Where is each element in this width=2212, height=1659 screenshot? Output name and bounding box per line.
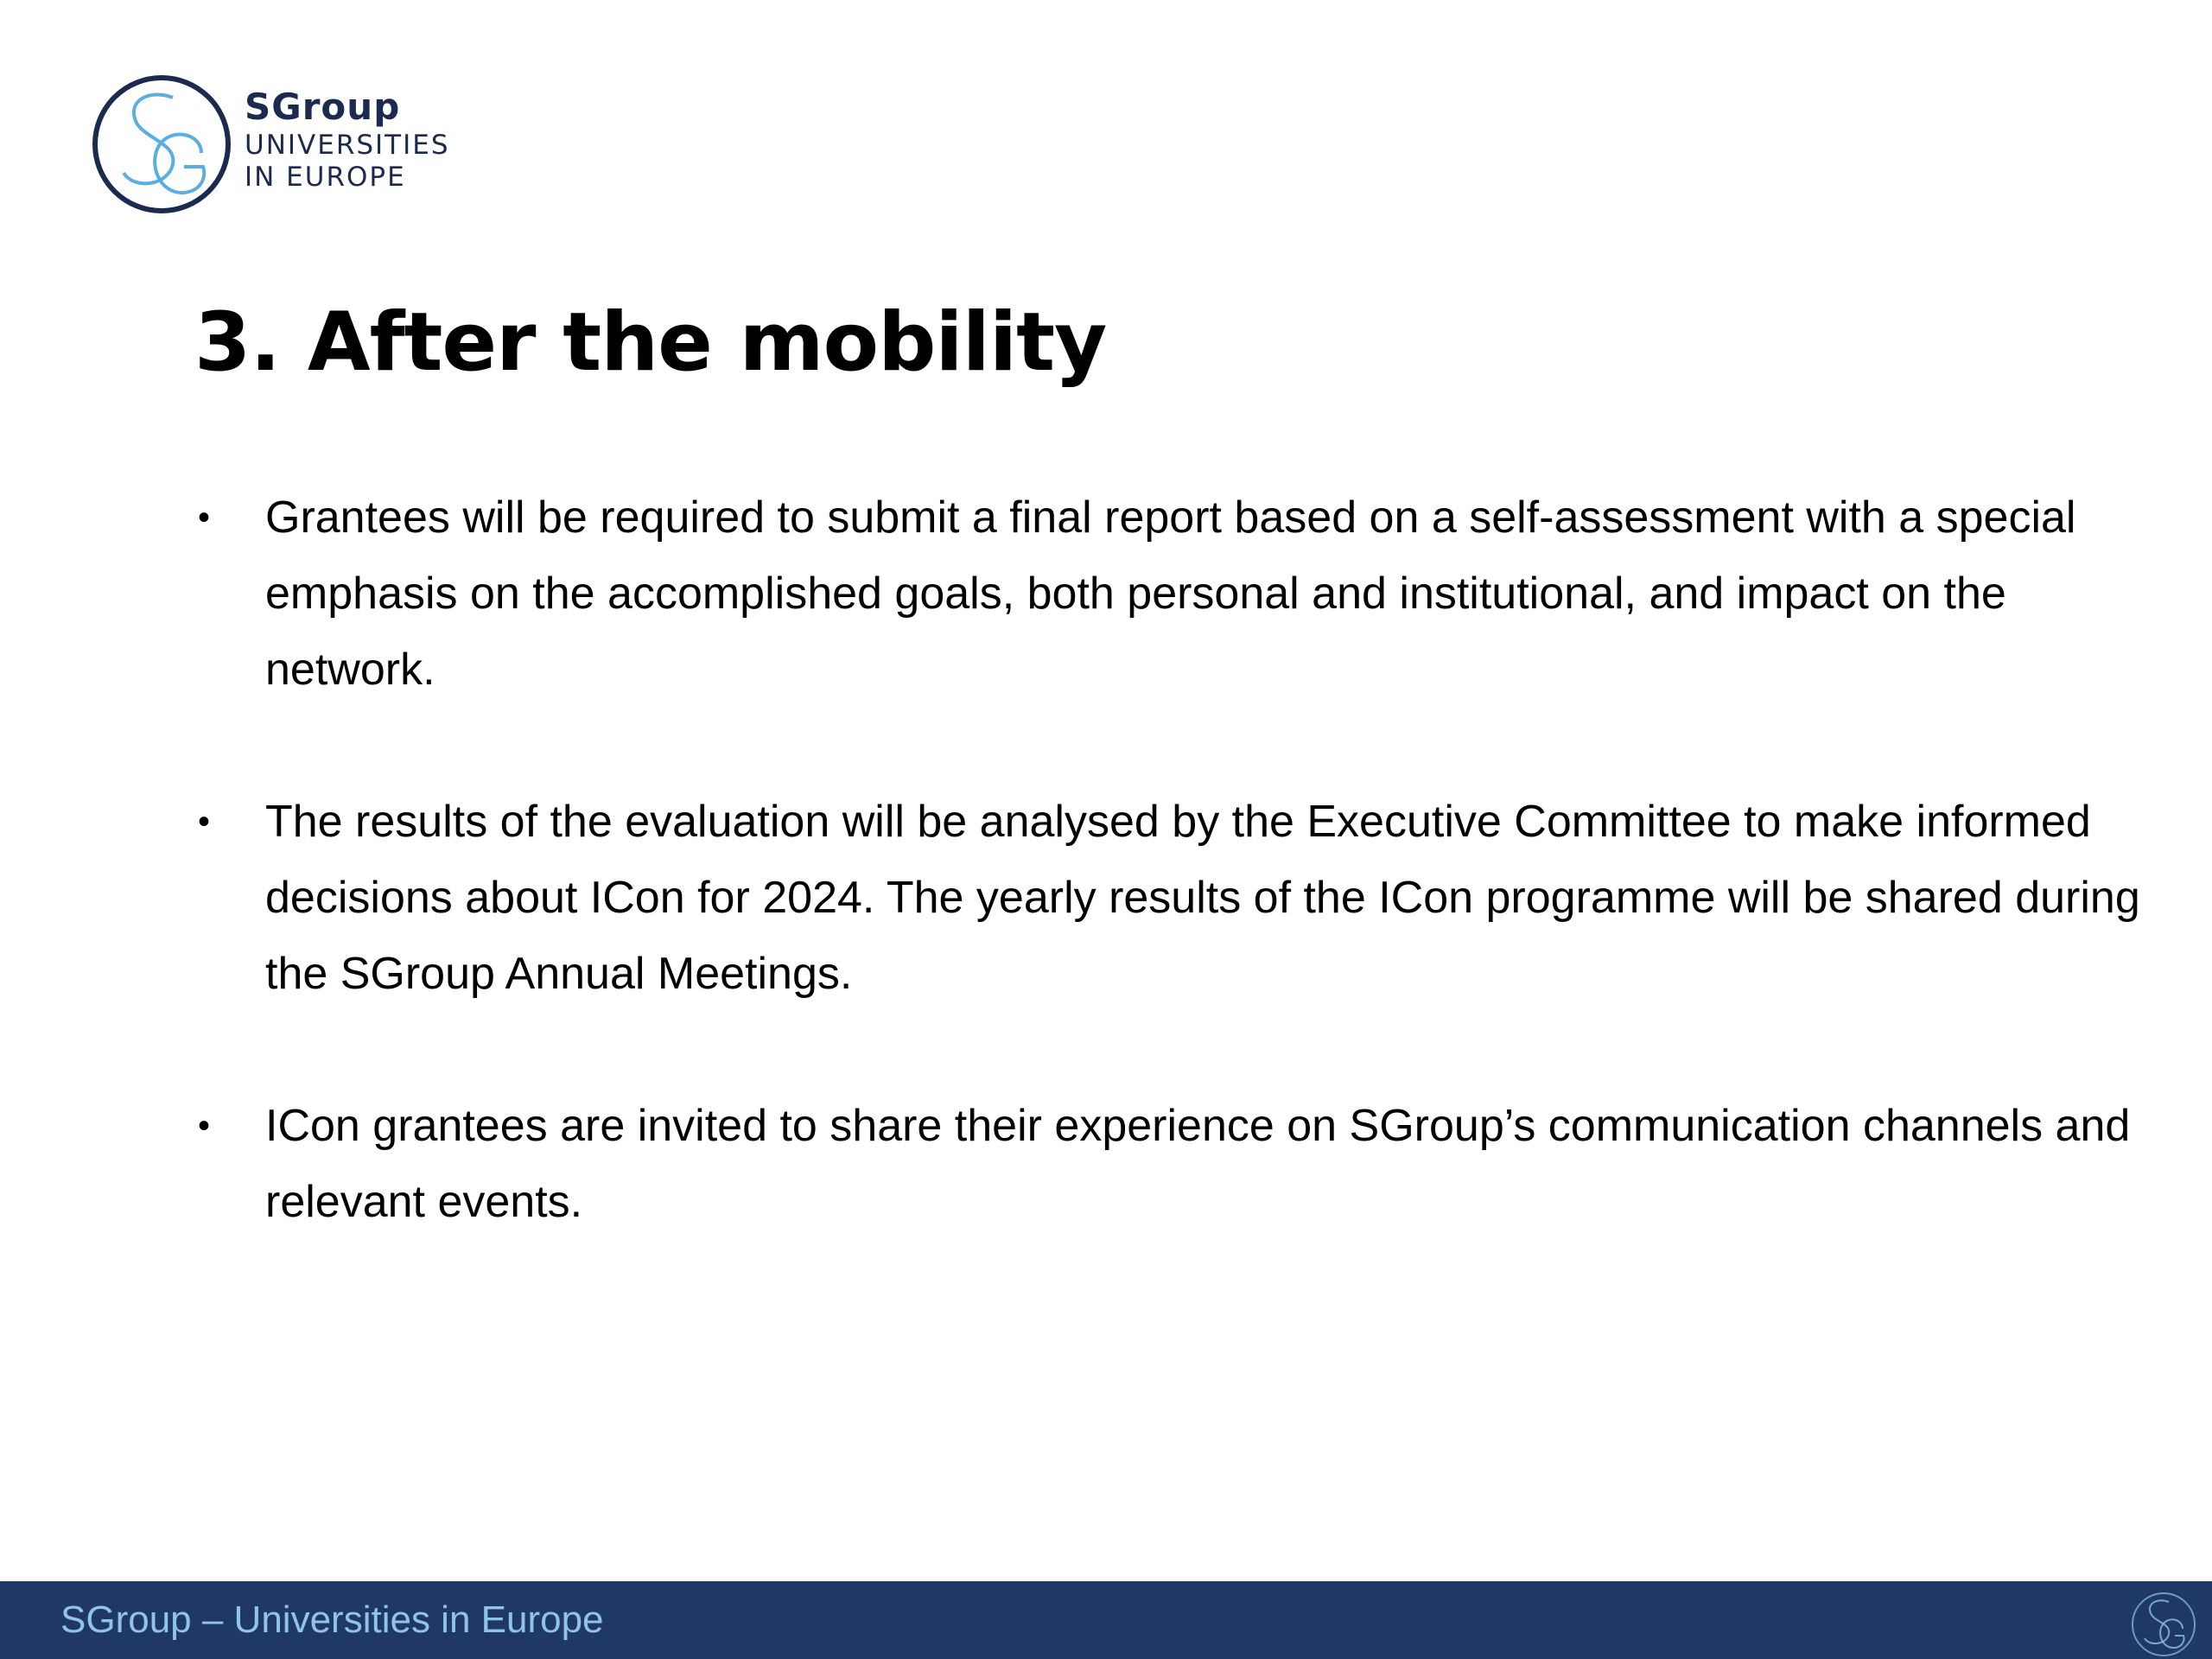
bullet-list [194,480,2164,1316]
footer-bar [0,1581,2212,1659]
sgroup-footer-logo-icon [2129,1590,2198,1659]
bullet-marker: • [198,803,211,841]
slide-title: 3. After the mobility [194,296,1107,390]
bullet-text: The results of the evaluation will be analysed by the Executive Committee to make informed decisions about ICon for 2024. The yearly results of the ICon programme will be shared during the SGroup Annual Meetings. [265,797,2140,999]
bullet-marker: • [198,499,211,537]
bullet-item [194,480,2164,708]
sgroup-logo [91,73,454,216]
logo-subtitle-line1: UNIVERSITIES [245,130,450,161]
bullet-text: ICon grantees are invited to share their experience on SGroup’s communication channels and relevant events. [265,1101,2131,1227]
bullet-item [194,1088,2164,1240]
sgroup-logo-icon [91,73,233,216]
bullet-item [194,784,2164,1012]
logo-name: SGroup [245,86,401,128]
logo-subtitle-line2: IN EUROPE [245,162,406,193]
logo-text [245,86,450,193]
footer-text: SGroup – Universities in Europe [60,1599,604,1641]
bullet-marker: • [198,1107,211,1145]
bullet-text: Grantees will be required to submit a final report based on a self-assessment with a special emphasis on the accomplished goals, both personal and institutional, and impact on the network. [265,493,2076,695]
